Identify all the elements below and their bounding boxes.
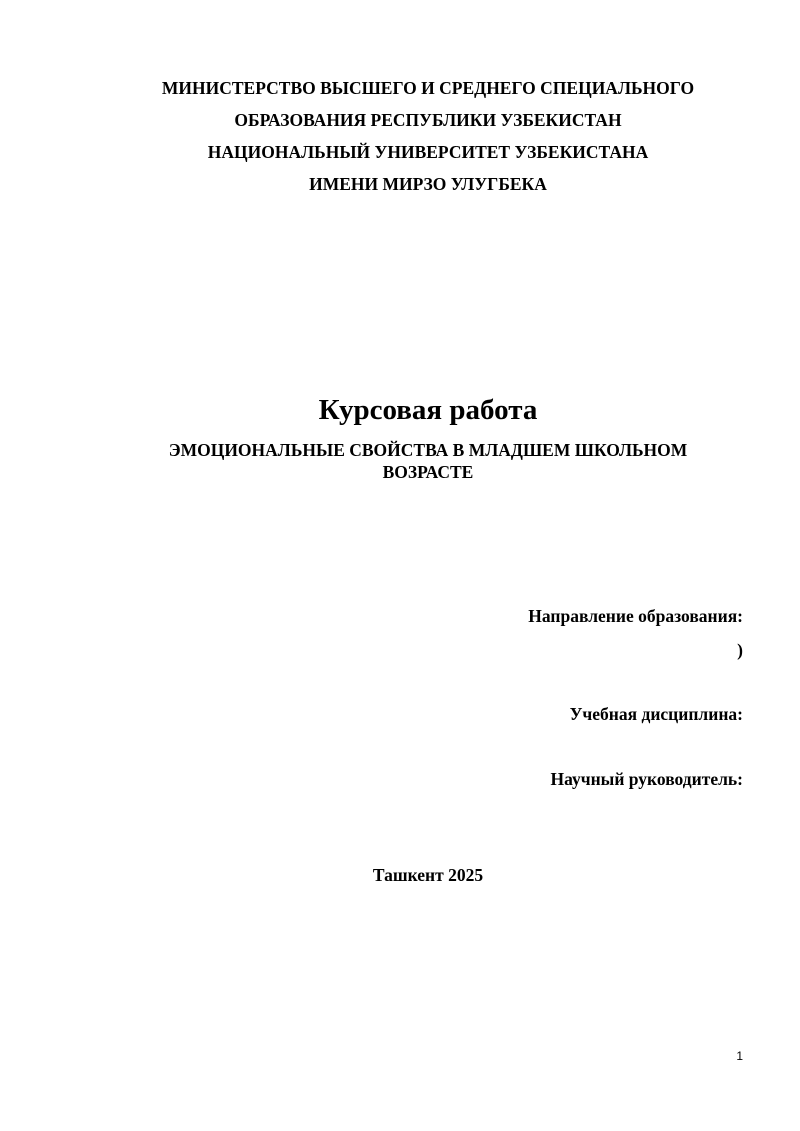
document-title: Курсовая работа <box>318 394 538 426</box>
document-topic <box>140 439 716 483</box>
header-line-ministry: МИНИСТЕРСТВО ВЫСШЕГО И СРЕДНЕГО СПЕЦИАЛЬНОГО <box>161 78 695 98</box>
topic-line-2: ВОЗРАСТЕ <box>382 462 474 482</box>
header-line-education: ОБРАЗОВАНИЯ РЕСПУБЛИКИ УЗБЕКИСТАН <box>234 110 622 130</box>
direction-value: ) <box>737 640 743 660</box>
discipline-label: Учебная дисциплина: <box>569 704 743 724</box>
city-year: Ташкент 2025 <box>372 865 484 885</box>
supervisor-label: Научный руководитель: <box>550 769 743 789</box>
topic-line-1: ЭМОЦИОНАЛЬНЫЕ СВОЙСТВА В МЛАДШЕМ ШКОЛЬНОМ <box>168 440 688 460</box>
ministry-header <box>0 72 800 200</box>
header-line-university: НАЦИОНАЛЬНЫЙ УНИВЕРСИТЕТ УЗБЕКИСТАНА <box>207 142 649 162</box>
page-number: 1 <box>736 1049 743 1063</box>
direction-label: Направление образования: <box>528 606 743 626</box>
header-line-named-after: ИМЕНИ МИРЗО УЛУГБЕКА <box>309 174 547 194</box>
